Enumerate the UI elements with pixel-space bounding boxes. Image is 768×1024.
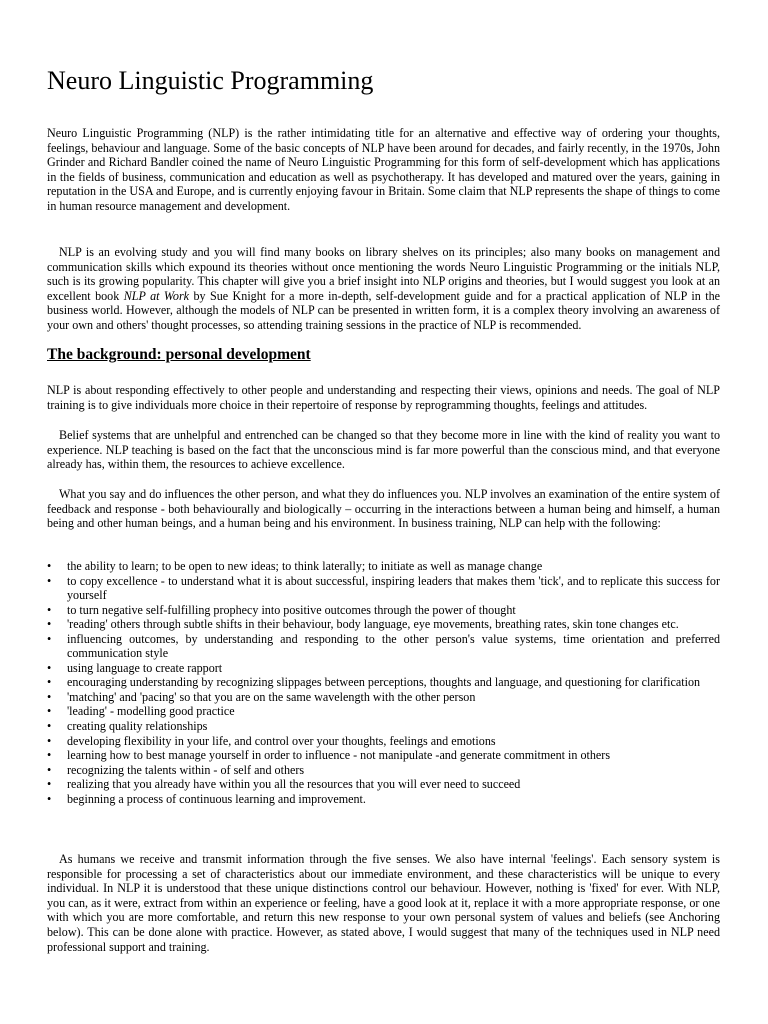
bullet-icon: •: [47, 660, 52, 675]
bullet-icon: •: [47, 777, 52, 792]
list-item: [47, 690, 720, 705]
bullet-icon: •: [47, 675, 52, 690]
list-item: [47, 777, 720, 792]
list-item-text: developing flexibility in your life, and control over your thoughts, feelings and emotions: [67, 733, 496, 748]
list-item-text: learning how to best manage yourself in order to influence - not manipulate -and generate commitment in others: [67, 748, 611, 763]
bullet-icon: •: [47, 559, 52, 573]
list-item: [47, 763, 720, 778]
intro-paragraph-2-text-a: NLP is an evolving study and you will find many books on library shelves on its principles; also many books on management and communication skills which expound its theories without once mentioning the words Neuro Linguistic Programming or the initials NLP, such is its growing popularity. This chapter will give you a brief insight into NLP origins and theories, but I would suggest you look at an excellent book: [47, 245, 720, 303]
bullet-icon: •: [47, 748, 52, 763]
intro-paragraph-2-text-b: by Sue Knight for a more in-depth, self-development guide and for a practical application of NLP in the business world. However, although the models of NLP can be presented in written form, it is a complex theory involving an awareness of your own and others' thought processes, so attending training sessions in the practice of NLP is recommended.: [47, 288, 720, 332]
section-paragraph-2: Belief systems that are unhelpful and entrenched can be changed so that they become more in line with the kind of reality you want to experience. NLP teaching is based on the fact that the unconscious mind is far more powerful than the conscious mind, and that everyone already has, within them, the resources to achieve excellence.: [47, 428, 720, 472]
list-item-text: 'matching' and 'pacing' so that you are on the same wavelength with the other person: [67, 689, 476, 704]
bullet-icon: •: [47, 602, 52, 617]
bullet-icon: •: [47, 762, 52, 777]
list-item: [47, 632, 720, 661]
list-item: [47, 559, 720, 574]
list-item-text: beginning a process of continuous learning and improvement.: [67, 791, 366, 806]
list-item-text: recognizing the talents within - of self and others: [67, 762, 305, 777]
list-item-text: to copy excellence - to understand what it is about successful, inspiring leaders that makes them 'tick', and to replicate this success for yourself: [67, 573, 720, 603]
list-item-text: the ability to learn; to be open to new ideas; to think laterally; to initiate as well as manage change: [67, 559, 543, 573]
benefits-list: [47, 559, 720, 806]
section-heading: The background: personal development: [47, 346, 311, 363]
bullet-icon: •: [47, 719, 52, 734]
list-item: [47, 574, 720, 603]
list-item: [47, 792, 720, 807]
list-item: [47, 719, 720, 734]
list-item-text: influencing outcomes, by understanding and responding to the other person's value systems, time orientation and preferred communication style: [67, 631, 720, 661]
bullet-icon: •: [47, 791, 52, 806]
list-item-text: 'reading' others through subtle shifts in their behaviour, body language, eye movements, breathing rates, skin tone changes etc.: [67, 617, 679, 632]
section-paragraph-3: What you say and do influences the other person, and what they do influences you. NLP involves an examination of the entire system of feedback and response - both behaviourally and biologically – occurring in the interactions between a human being and himself, a human being and other human beings, and a human being and his environment. In business training, NLP can help with the following:: [47, 487, 720, 531]
list-item-text: encouraging understanding by recognizing slippages between perceptions, thoughts and language, and questioning for clarification: [67, 675, 701, 690]
bullet-icon: •: [47, 733, 52, 748]
list-item: [47, 617, 720, 632]
bullet-icon: •: [47, 617, 52, 632]
list-item: [47, 704, 720, 719]
intro-paragraph-2: [47, 245, 720, 333]
list-item-text: 'leading' - modelling good practice: [67, 704, 235, 719]
list-item: [47, 661, 720, 676]
bullet-icon: •: [47, 573, 52, 588]
bullet-icon: •: [47, 631, 52, 646]
list-item-text: realizing that you already have within you all the resources that you will ever need to succeed: [67, 777, 521, 792]
bullet-icon: •: [47, 704, 52, 719]
list-item-text: to turn negative self-fulfilling prophecy into positive outcomes through the power of thought: [67, 602, 516, 617]
list-item: [47, 603, 720, 618]
book-title: NLP at Work: [123, 288, 190, 303]
bullet-icon: •: [47, 689, 52, 704]
list-item-text: using language to create rapport: [67, 660, 223, 675]
list-item-text: creating quality relationships: [67, 719, 208, 734]
intro-paragraph-1: Neuro Linguistic Programming (NLP) is the rather intimidating title for an alternative and effective way of ordering your thoughts, feelings, behaviour and language. Some of the basic concepts of NLP have been around for decades, and fairly recently, in the 1970s, John Grinder and Richard Bandler coined the name of Neuro Linguistic Programming for this form of self-development which has applications in the fields of business, communication and education as well as psychotherapy. It has developed and matured over the years, gaining in reputation in the USA and Europe, and is currently enjoying favour in Britain. Some claim that NLP represents the shape of things to come in human resource management and development.: [47, 126, 720, 213]
list-item: [47, 675, 720, 690]
section-paragraph-1: NLP is about responding effectively to other people and understanding and respecting their views, opinions and needs. The goal of NLP training is to give individuals more choice in their repertoire of response by reprogramming thoughts, feelings and attitudes.: [47, 383, 720, 412]
list-item: [47, 748, 720, 763]
section-paragraph-4: As humans we receive and transmit information through the five senses. We also have internal 'feelings'. Each sensory system is responsible for processing a set of characteristics about our immediate environment, and these characteristics will be unique to every individual. In NLP it is understood that these unique distinctions control our behaviour. However, nothing is 'fixed' for ever. With NLP, you can, as it were, extract from within an experience or feeling, have a good look at it, replace it with a more appropriate response, or one with which you are more comfortable, and return this new response to your own personal system of values and beliefs (see Anchoring below). This can be done alone with practice. However, as stated above, I would suggest that many of the techniques used in NLP need professional support and training.: [47, 852, 720, 954]
page-title: Neuro Linguistic Programming: [47, 66, 374, 95]
list-item: [47, 734, 720, 749]
